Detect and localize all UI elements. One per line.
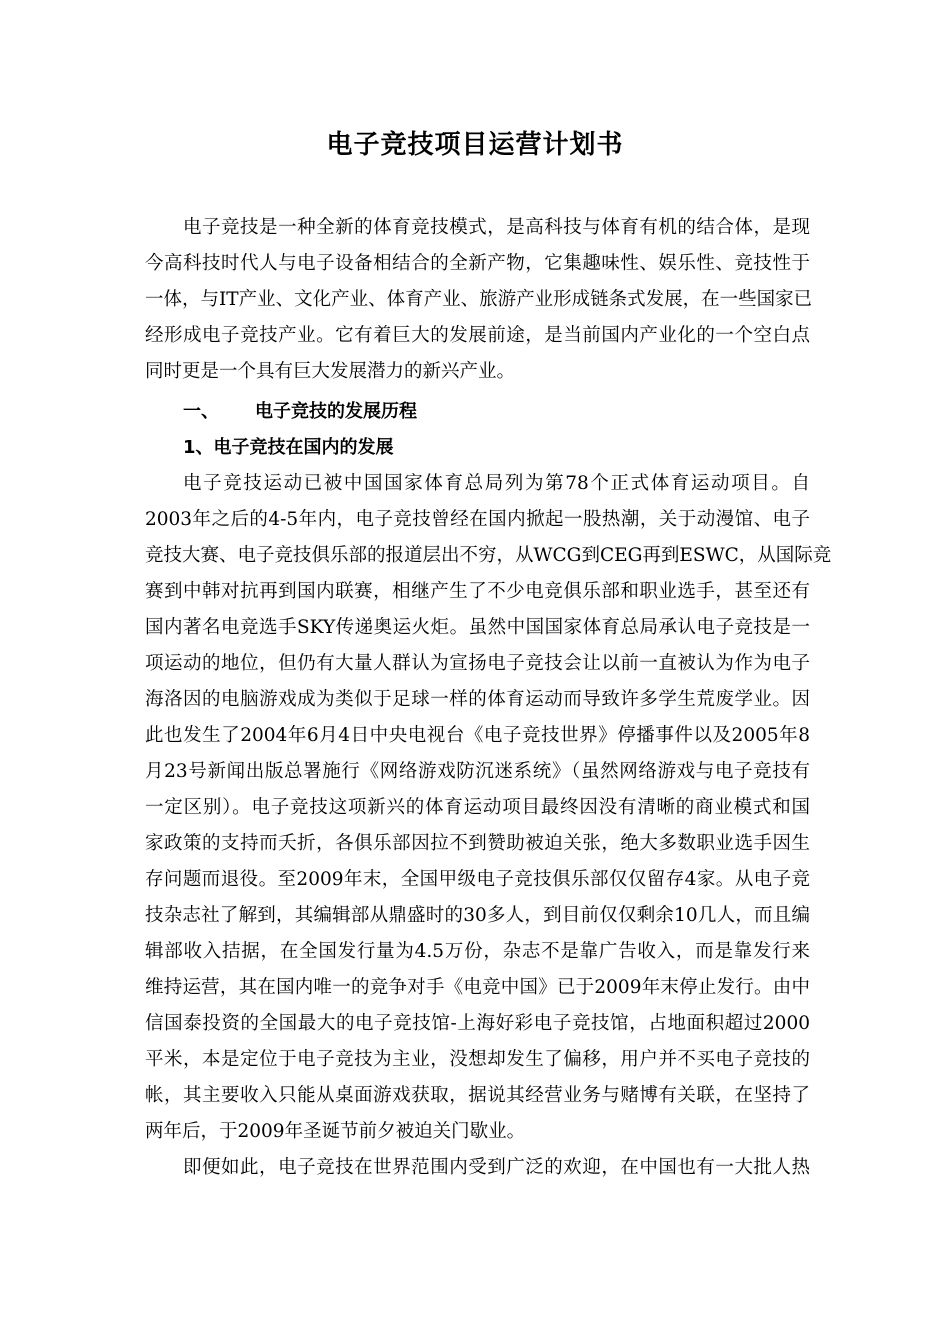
text-line: 2003年之后的4-5年内，电子竞技曾经在国内掀起一股热潮，关于动漫馆、电子 [145,509,810,530]
text-line: 一体，与IT产业、文化产业、体育产业、旅游产业形成链条式发展，在一些国家已 [145,289,813,310]
continuation-paragraph [145,1150,810,1186]
text-line: 平米，本是定位于电子竞技为主业，没想却发生了偏移，用户并不买电子竞技的 [145,1049,810,1070]
text-line: 两年后，于2009年圣诞节前夕被迫关门歇业。 [145,1121,526,1142]
section-number: 一、 [183,401,219,422]
text-line: 辑部收入拮据，在全国发行量为4.5万份，杂志不是靠广告收入，而是靠发行来 [145,941,810,962]
text-line: 今高科技时代人与电子设备相结合的全新产物，它集趣味性、娱乐性、竞技性于 [145,253,810,274]
text-line: 竞技大赛、电子竞技俱乐部的报道层出不穷，从WCG到CEG再到ESWC，从国际竞 [145,545,832,566]
text-line: 经形成电子竞技产业。它有着巨大的发展前途，是当前国内产业化的一个空白点 [145,325,810,346]
text-line: 一定区别）。电子竞技这项新兴的体育运动项目最终因没有清晰的商业模式和国 [145,797,810,818]
text-line: 技杂志社了解到，其编辑部从鼎盛时的30多人，到目前仅仅剩余10几人，而且编 [145,905,810,926]
text-line: 电子竞技是一种全新的体育竞技模式，是高科技与体育有机的结合体，是现 [183,217,810,238]
text-line: 信国泰投资的全国最大的电子竞技馆-上海好彩电子竞技馆，占地面积超过2000 [145,1013,810,1034]
text-line: 帐，其主要收入只能从桌面游戏获取，据说其经营业务与赌博有关联，在坚持了 [145,1085,810,1106]
text-line: 同时更是一个具有巨大发展潜力的新兴产业。 [145,361,516,382]
text-line: 家政策的支持而夭折，各俱乐部因拉不到赞助被迫关张，绝大多数职业选手因生 [145,833,810,854]
text-line: 维持运营，其在国内唯一的竞争对手《电竞中国》已于2009年末停止发行。由中 [145,977,810,998]
subsection-heading: 1、电子竞技在国内的发展 [183,437,394,458]
text-line: 国内著名电竞选手SKY传递奥运火炬。虽然中国国家体育总局承认电子竞技是一 [145,617,810,638]
history-paragraph [145,466,832,1150]
text-line: 存问题而退役。至2009年末，全国甲级电子竞技俱乐部仅仅留存4家。从电子竞 [145,869,810,890]
text-line: 即便如此，电子竞技在世界范围内受到广泛的欢迎，在中国也有一大批人热 [183,1157,810,1178]
document-body [145,210,832,1186]
text-line: 月23号新闻出版总署施行《网络游戏防沉迷系统》（虽然网络游戏与电子竞技有 [145,761,810,782]
text-line: 海洛因的电脑游戏成为类似于足球一样的体育运动而导致许多学生荒废学业。因 [145,689,810,710]
text-line: 电子竞技运动已被中国国家体育总局列为第78个正式体育运动项目。自 [183,473,810,494]
text-line: 项运动的地位，但仍有大量人群认为宣扬电子竞技会让以前一直被认为作为电子 [145,653,810,674]
document-title: 电子竞技项目运营计划书 [326,130,624,160]
intro-paragraph [145,210,813,390]
text-line: 赛到中韩对抗再到国内联赛，相继产生了不少电竞俱乐部和职业选手，甚至还有 [145,581,810,602]
section-heading [145,394,810,430]
section-title: 电子竞技的发展历程 [255,401,417,422]
text-line: 此也发生了2004年6月4日中央电视台《电子竞技世界》停播事件以及2005年8 [145,725,810,746]
